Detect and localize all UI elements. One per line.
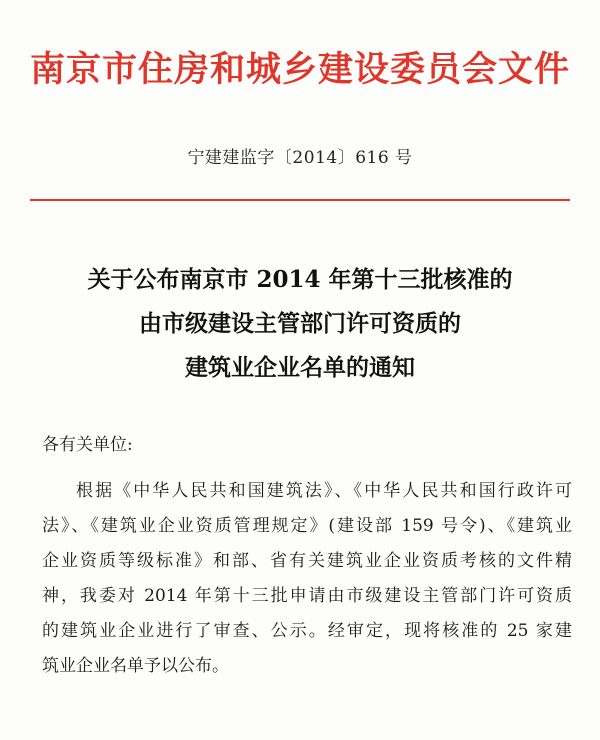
body-line: 的建筑业企业进行了审查、公示。经审定，现将核准的 25 家建 bbox=[42, 621, 572, 641]
notice-title-line: 由市级建设主管部门许可资质的 bbox=[139, 310, 461, 337]
body-line: 神，我委对 2014 年第十三批申请由市级建设主管部门许可资质 bbox=[42, 586, 572, 606]
document-number: 宁建建监字〔2014〕616 号 bbox=[187, 148, 413, 168]
notice-title bbox=[0, 258, 600, 390]
body-line: 筑业企业名单予以公布。 bbox=[42, 656, 229, 676]
body-line: 企业资质等级标准》和部、省有关建筑业企业资质考核的文件精 bbox=[42, 551, 572, 571]
notice-title-line: 建筑业企业名单的通知 bbox=[185, 354, 415, 381]
notice-title-line: 关于公布南京市 2014 年第十三批核准的 bbox=[87, 266, 513, 293]
body-line: 法》、《建筑业企业资质管理规定》(建设部 159 号令)、《建筑业 bbox=[42, 516, 572, 536]
body-line: 根据《中华人民共和国建筑法》、《中华人民共和国行政许可 bbox=[76, 481, 572, 501]
body-paragraph bbox=[42, 474, 572, 684]
issuing-authority-header: 南京市住房和城乡建设委员会文件 bbox=[29, 50, 570, 90]
salutation: 各有关单位: bbox=[42, 435, 133, 455]
red-divider-line bbox=[30, 199, 570, 201]
